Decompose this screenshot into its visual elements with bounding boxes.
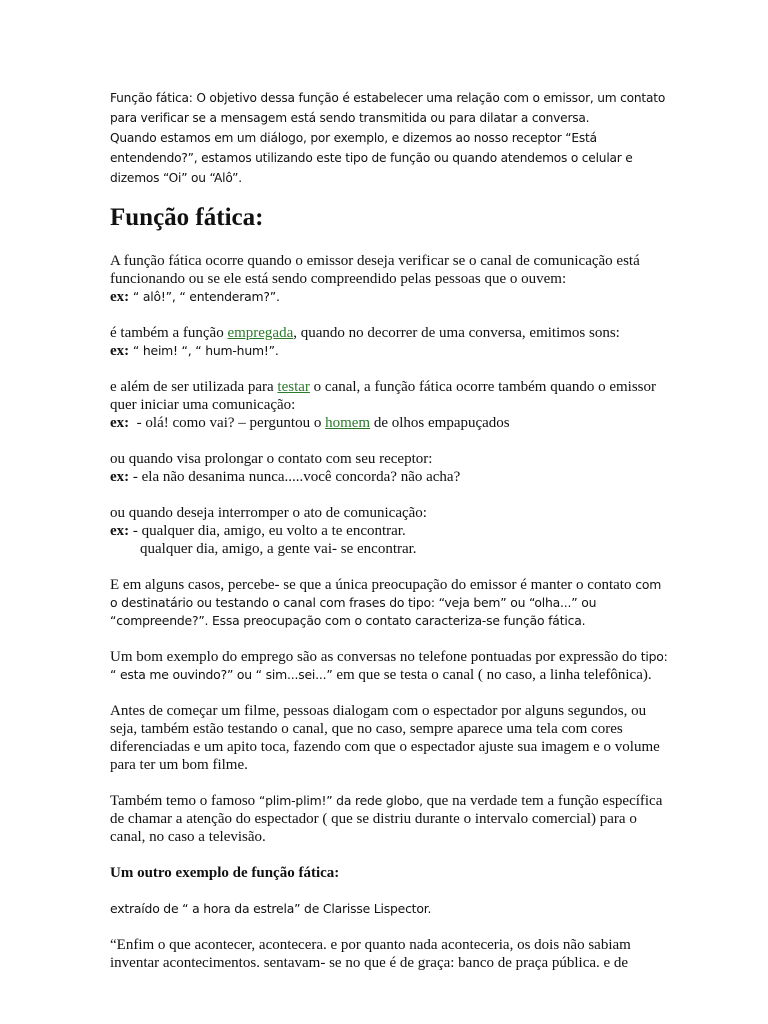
intro-line-1: Função fática: O objetivo dessa função é estabelecer uma relação com o emissor, um contato para verificar se a mensagem está sendo transmitida ou para dilatar a conversa.: [110, 91, 666, 125]
paragraph-4: ou quando visa prolongar o contato com seu receptor: ex: - ela não desanima nunca.....você concorda? não acha?: [110, 451, 461, 485]
subheading-example: Um outro exemplo de função fática:: [110, 865, 340, 881]
intro-paragraph: [110, 88, 670, 188]
paragraph-5: ou quando deseja interromper o ato de comunicação: ex: - qualquer dia, amigo, eu volto a te encontrar. qualquer dia, amigo, a gente vai- se encontrar.: [110, 505, 427, 557]
example-label: ex:: [110, 415, 130, 431]
section-heading: Função fática:: [110, 204, 264, 231]
link-homem[interactable]: homem: [325, 415, 371, 431]
example-label: ex:: [110, 469, 130, 485]
example-label: ex:: [110, 289, 130, 305]
intro-line-2: Quando estamos em um diálogo, por exemplo, e dizemos ao nosso receptor “Está entendendo?”, estamos utilizando este tipo de função ou quando atendemos o celular e dizemos “Oi” ou “Alô”.: [110, 131, 633, 185]
link-empregada[interactable]: empregada: [227, 325, 294, 341]
example-label: ex:: [110, 523, 130, 539]
example-label: ex:: [110, 343, 130, 359]
example-text-continued: qualquer dia, amigo, a gente vai- se encontrar.: [140, 541, 417, 557]
quotation-paragraph: “Enfim o que acontecer, acontecera. e por quanto nada aconteceria, os dois não sabiam inventar acontecimentos. sentavam- se no que é de graça: banco de praça pública. e de: [110, 937, 631, 971]
paragraph-2: é também a função empregada, quando no decorrer de uma conversa, emitimos sons: ex: “ heim! “, “ hum-hum!”.: [110, 325, 620, 359]
citation-source: extraído de “ a hora da estrela” de Clarisse Lispector.: [110, 901, 432, 916]
paragraph-8: Antes de começar um filme, pessoas dialogam com o espectador por alguns segundos, ou seja, também estão testando o canal, que no caso, sempre aparece uma tela com cores diferenciadas e um apito toca, fazendo com que o espectador ajuste sua imagem e o volume para ter um bom filme.: [110, 703, 660, 773]
document-body: [110, 252, 670, 990]
paragraph-1: A função fática ocorre quando o emissor deseja verificar se o canal de comunicação está funcionando ou se ele está sendo compreendido pelas pessoas que o ouvem: ex: “ alô!”, “ entenderam?”.: [110, 253, 640, 305]
link-testar[interactable]: testar: [277, 379, 310, 395]
paragraph-7: Um bom exemplo do emprego são as conversas no telefone pontuadas por expressão do tipo: “ esta me ouvindo?” ou “ sim...sei...” em que se testa o canal ( no caso, a linha telefônica).: [110, 649, 668, 683]
example-text: “ heim! “, “ hum-hum!”.: [132, 343, 279, 358]
paragraph-6: E em alguns casos, percebe- se que a única preocupação do emissor é manter o contato com o destinatário ou testando o canal com frases do tipo: “veja bem” ou “olha...” ou “compreende?”. Essa preocupação com o contato caracteriza-se função fática.: [110, 577, 662, 628]
paragraph-3: e além de ser utilizada para testar o canal, a função fática ocorre também quando o emissor quer iniciar uma comunicação: ex: - olá! como vai? – perguntou o homem de olhos empapuçados: [110, 379, 657, 431]
example-text: “ alô!”, “ entenderam?”.: [132, 289, 280, 304]
paragraph-9: Também temo o famoso “plim-plim!” da rede globo, que na verdade tem a função específica de chamar a atenção do espectador ( que se distriu durante o intervalo comercial) para o canal, no caso a televisão.: [110, 793, 663, 845]
